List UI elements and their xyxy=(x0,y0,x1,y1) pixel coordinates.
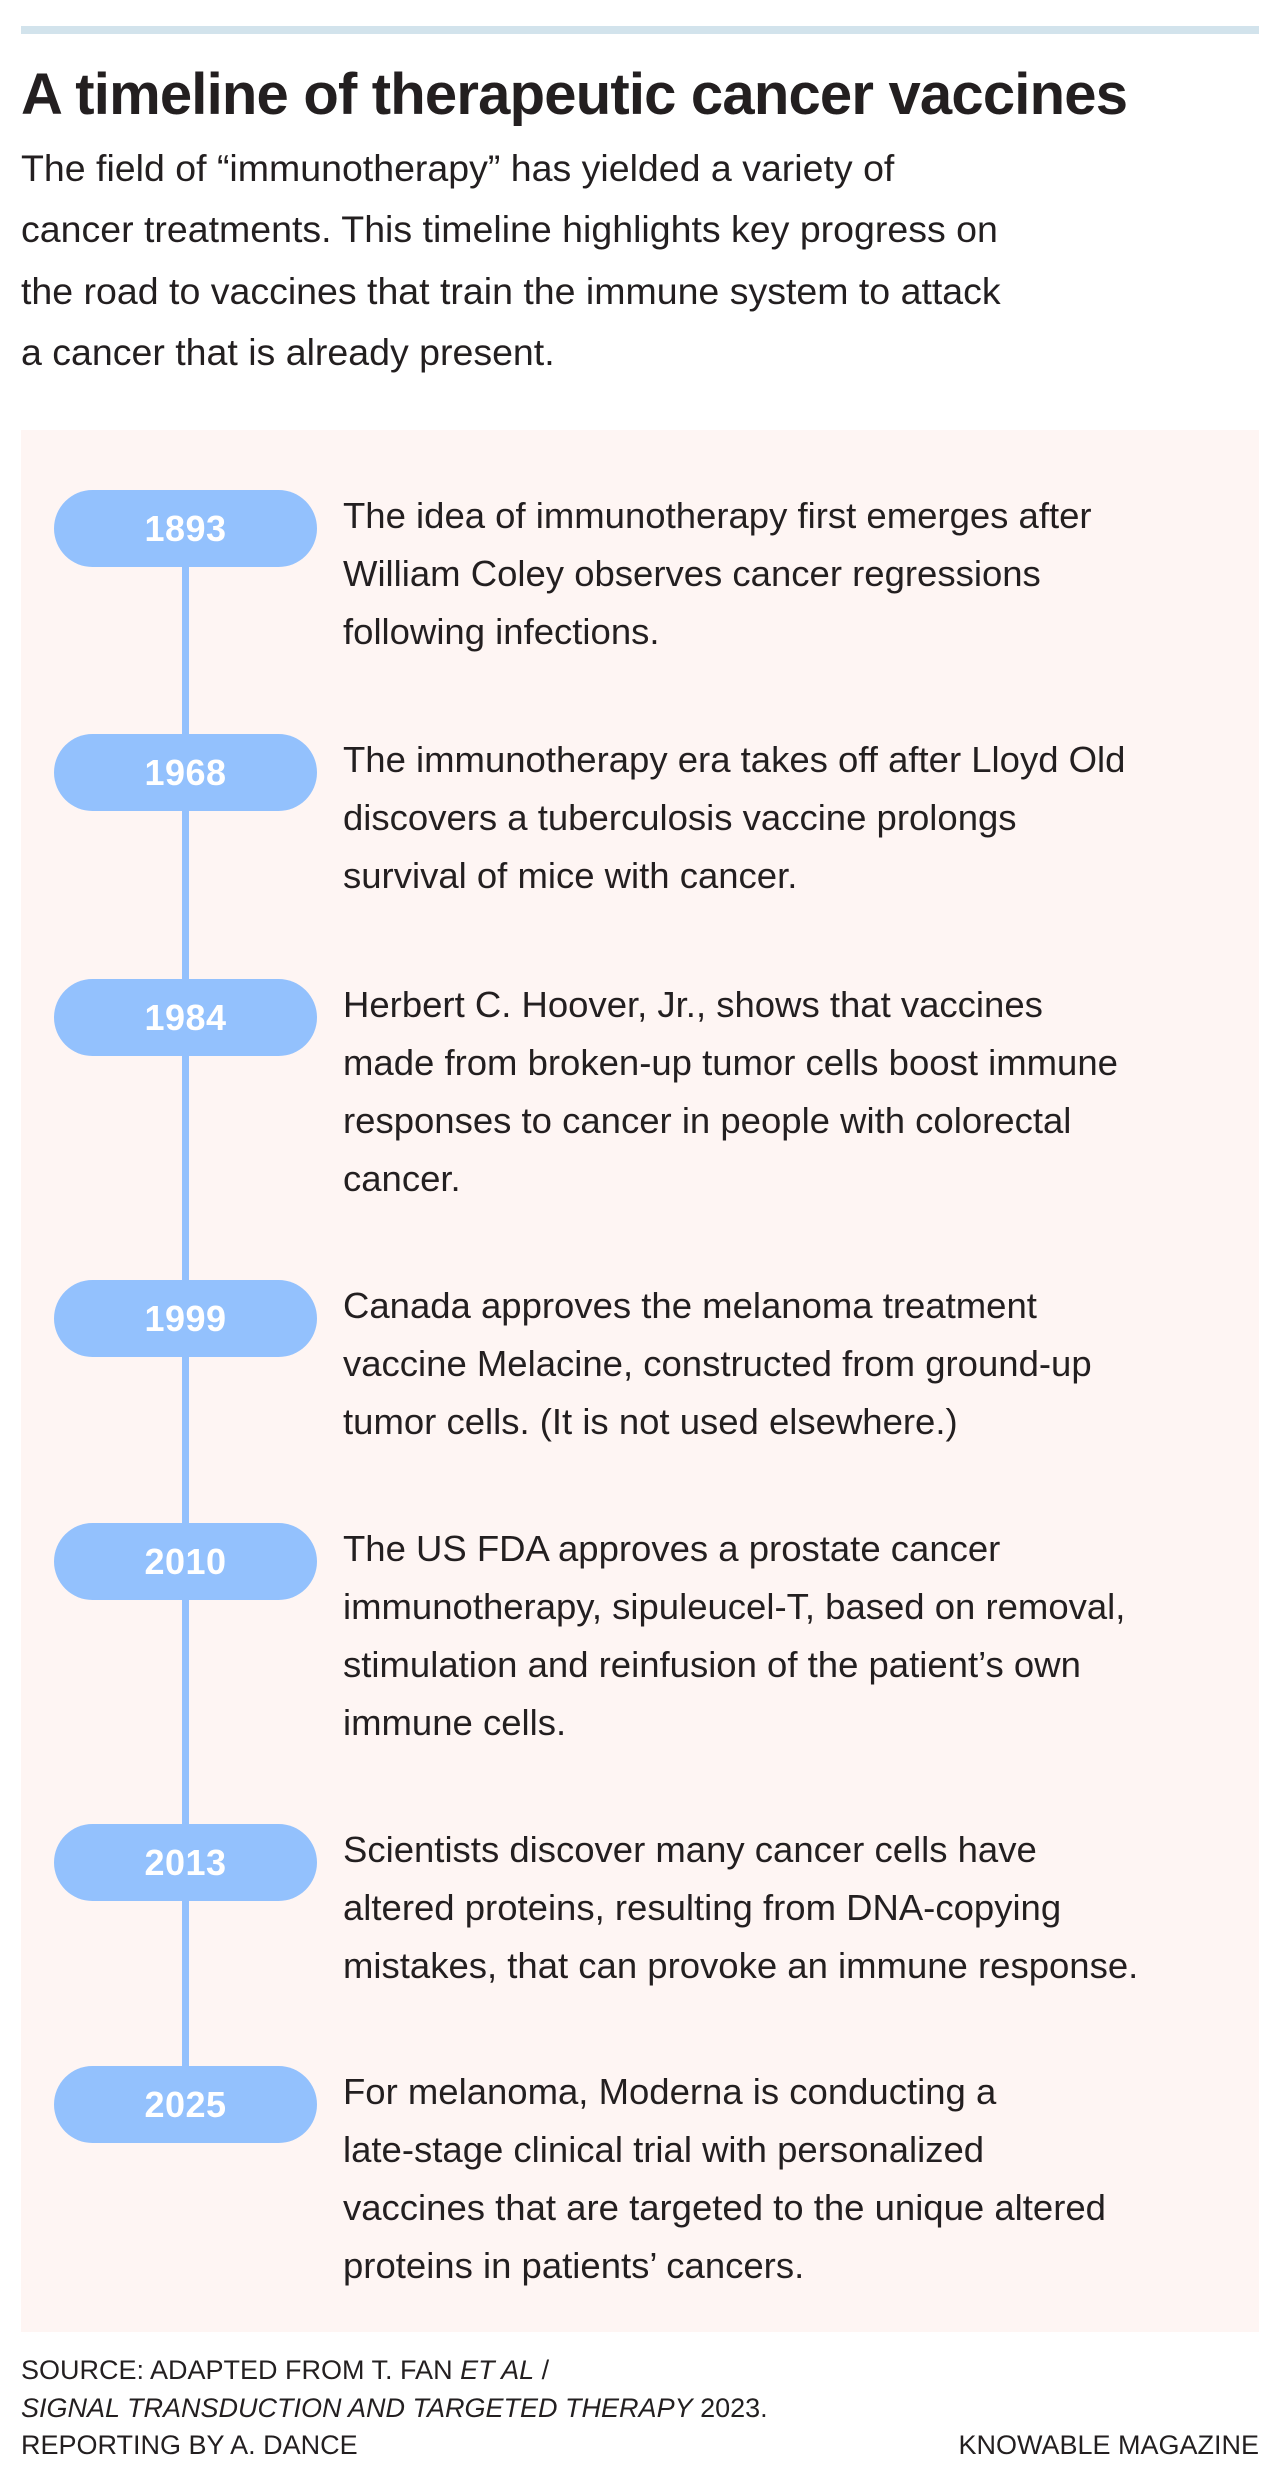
source-prefix: SOURCE: ADAPTED FROM T. FAN xyxy=(21,2355,461,2385)
event-line: Scientists discover many cancer cells have xyxy=(343,1829,1037,1870)
event-line: tumor cells. (It is not used elsewhere.) xyxy=(343,1401,958,1442)
event-line: cancer. xyxy=(343,1158,461,1199)
subtitle xyxy=(21,138,1266,383)
event-description-1968 xyxy=(343,731,1263,905)
event-description-1984 xyxy=(343,976,1263,1208)
event-line: late-stage clinical trial with personalized xyxy=(343,2129,985,2170)
year-pill-1999: 1999 xyxy=(54,1280,317,1357)
event-description-2010 xyxy=(343,1520,1263,1752)
event-line: proteins in patients’ cancers. xyxy=(343,2245,805,2286)
journal-year: 2023. xyxy=(692,2392,768,2423)
event-description-2025 xyxy=(343,2063,1263,2295)
year-pill-1893: 1893 xyxy=(54,490,317,567)
top-rule xyxy=(21,26,1259,34)
reporting-credit: REPORTING BY A. DANCE xyxy=(21,2430,358,2460)
event-line: vaccines that are targeted to the unique altered xyxy=(343,2187,1106,2228)
event-line: immunotherapy, sipuleucel-T, based on removal, xyxy=(343,1586,1126,1627)
publisher-credit: KNOWABLE MAGAZINE xyxy=(958,2430,1259,2460)
event-line: vaccine Melacine, constructed from ground-up xyxy=(343,1343,1092,1384)
year-pill-2013: 2013 xyxy=(54,1824,317,1901)
event-line: survival of mice with cancer. xyxy=(343,855,798,896)
event-line: made from broken-up tumor cells boost immune xyxy=(343,1042,1118,1083)
event-line: mistakes, that can provoke an immune response. xyxy=(343,1945,1139,1986)
event-description-1893 xyxy=(343,487,1263,661)
page-title: A timeline of therapeutic cancer vaccines xyxy=(21,62,1128,127)
source-etal: ET AL xyxy=(460,2355,535,2385)
event-line: William Coley observes cancer regressions xyxy=(343,553,1041,594)
year-pill-2025: 2025 xyxy=(54,2066,317,2143)
event-description-1999 xyxy=(343,1277,1263,1451)
event-line: immune cells. xyxy=(343,1702,567,1743)
event-line: For melanoma, Moderna is conducting a xyxy=(343,2071,997,2112)
event-line: Canada approves the melanoma treatment xyxy=(343,1285,1037,1326)
event-line: following infections. xyxy=(343,611,660,652)
event-line: The immunotherapy era takes off after Lloyd Old xyxy=(343,739,1126,780)
year-pill-2010: 2010 xyxy=(54,1523,317,1600)
subtitle-line: cancer treatments. This timeline highlights key progress on xyxy=(21,208,998,251)
year-pill-1968: 1968 xyxy=(54,734,317,811)
event-line: altered proteins, resulting from DNA-copying xyxy=(343,1887,1062,1928)
event-line: Herbert C. Hoover, Jr., shows that vaccines xyxy=(343,984,1043,1025)
event-line: The idea of immunotherapy first emerges after xyxy=(343,495,1092,536)
event-line: The US FDA approves a prostate cancer xyxy=(343,1528,1001,1569)
journal-name: SIGNAL TRANSDUCTION AND TARGETED THERAPY xyxy=(21,2392,693,2423)
source-separator: / xyxy=(534,2355,550,2385)
event-line: responses to cancer in people with colorectal xyxy=(343,1100,1072,1141)
event-line: discovers a tuberculosis vaccine prolongs xyxy=(343,797,1017,838)
subtitle-line: the road to vaccines that train the immune system to attack xyxy=(21,269,1001,312)
year-pill-1984: 1984 xyxy=(54,979,317,1056)
event-line: stimulation and reinfusion of the patient’s own xyxy=(343,1644,1081,1685)
source-line xyxy=(21,2352,1259,2390)
subtitle-line: a cancer that is already present. xyxy=(21,330,555,373)
subtitle-line: The field of “immunotherapy” has yielded a variety of xyxy=(21,147,895,189)
journal-line xyxy=(21,2390,1259,2428)
event-description-2013 xyxy=(343,1821,1263,1995)
